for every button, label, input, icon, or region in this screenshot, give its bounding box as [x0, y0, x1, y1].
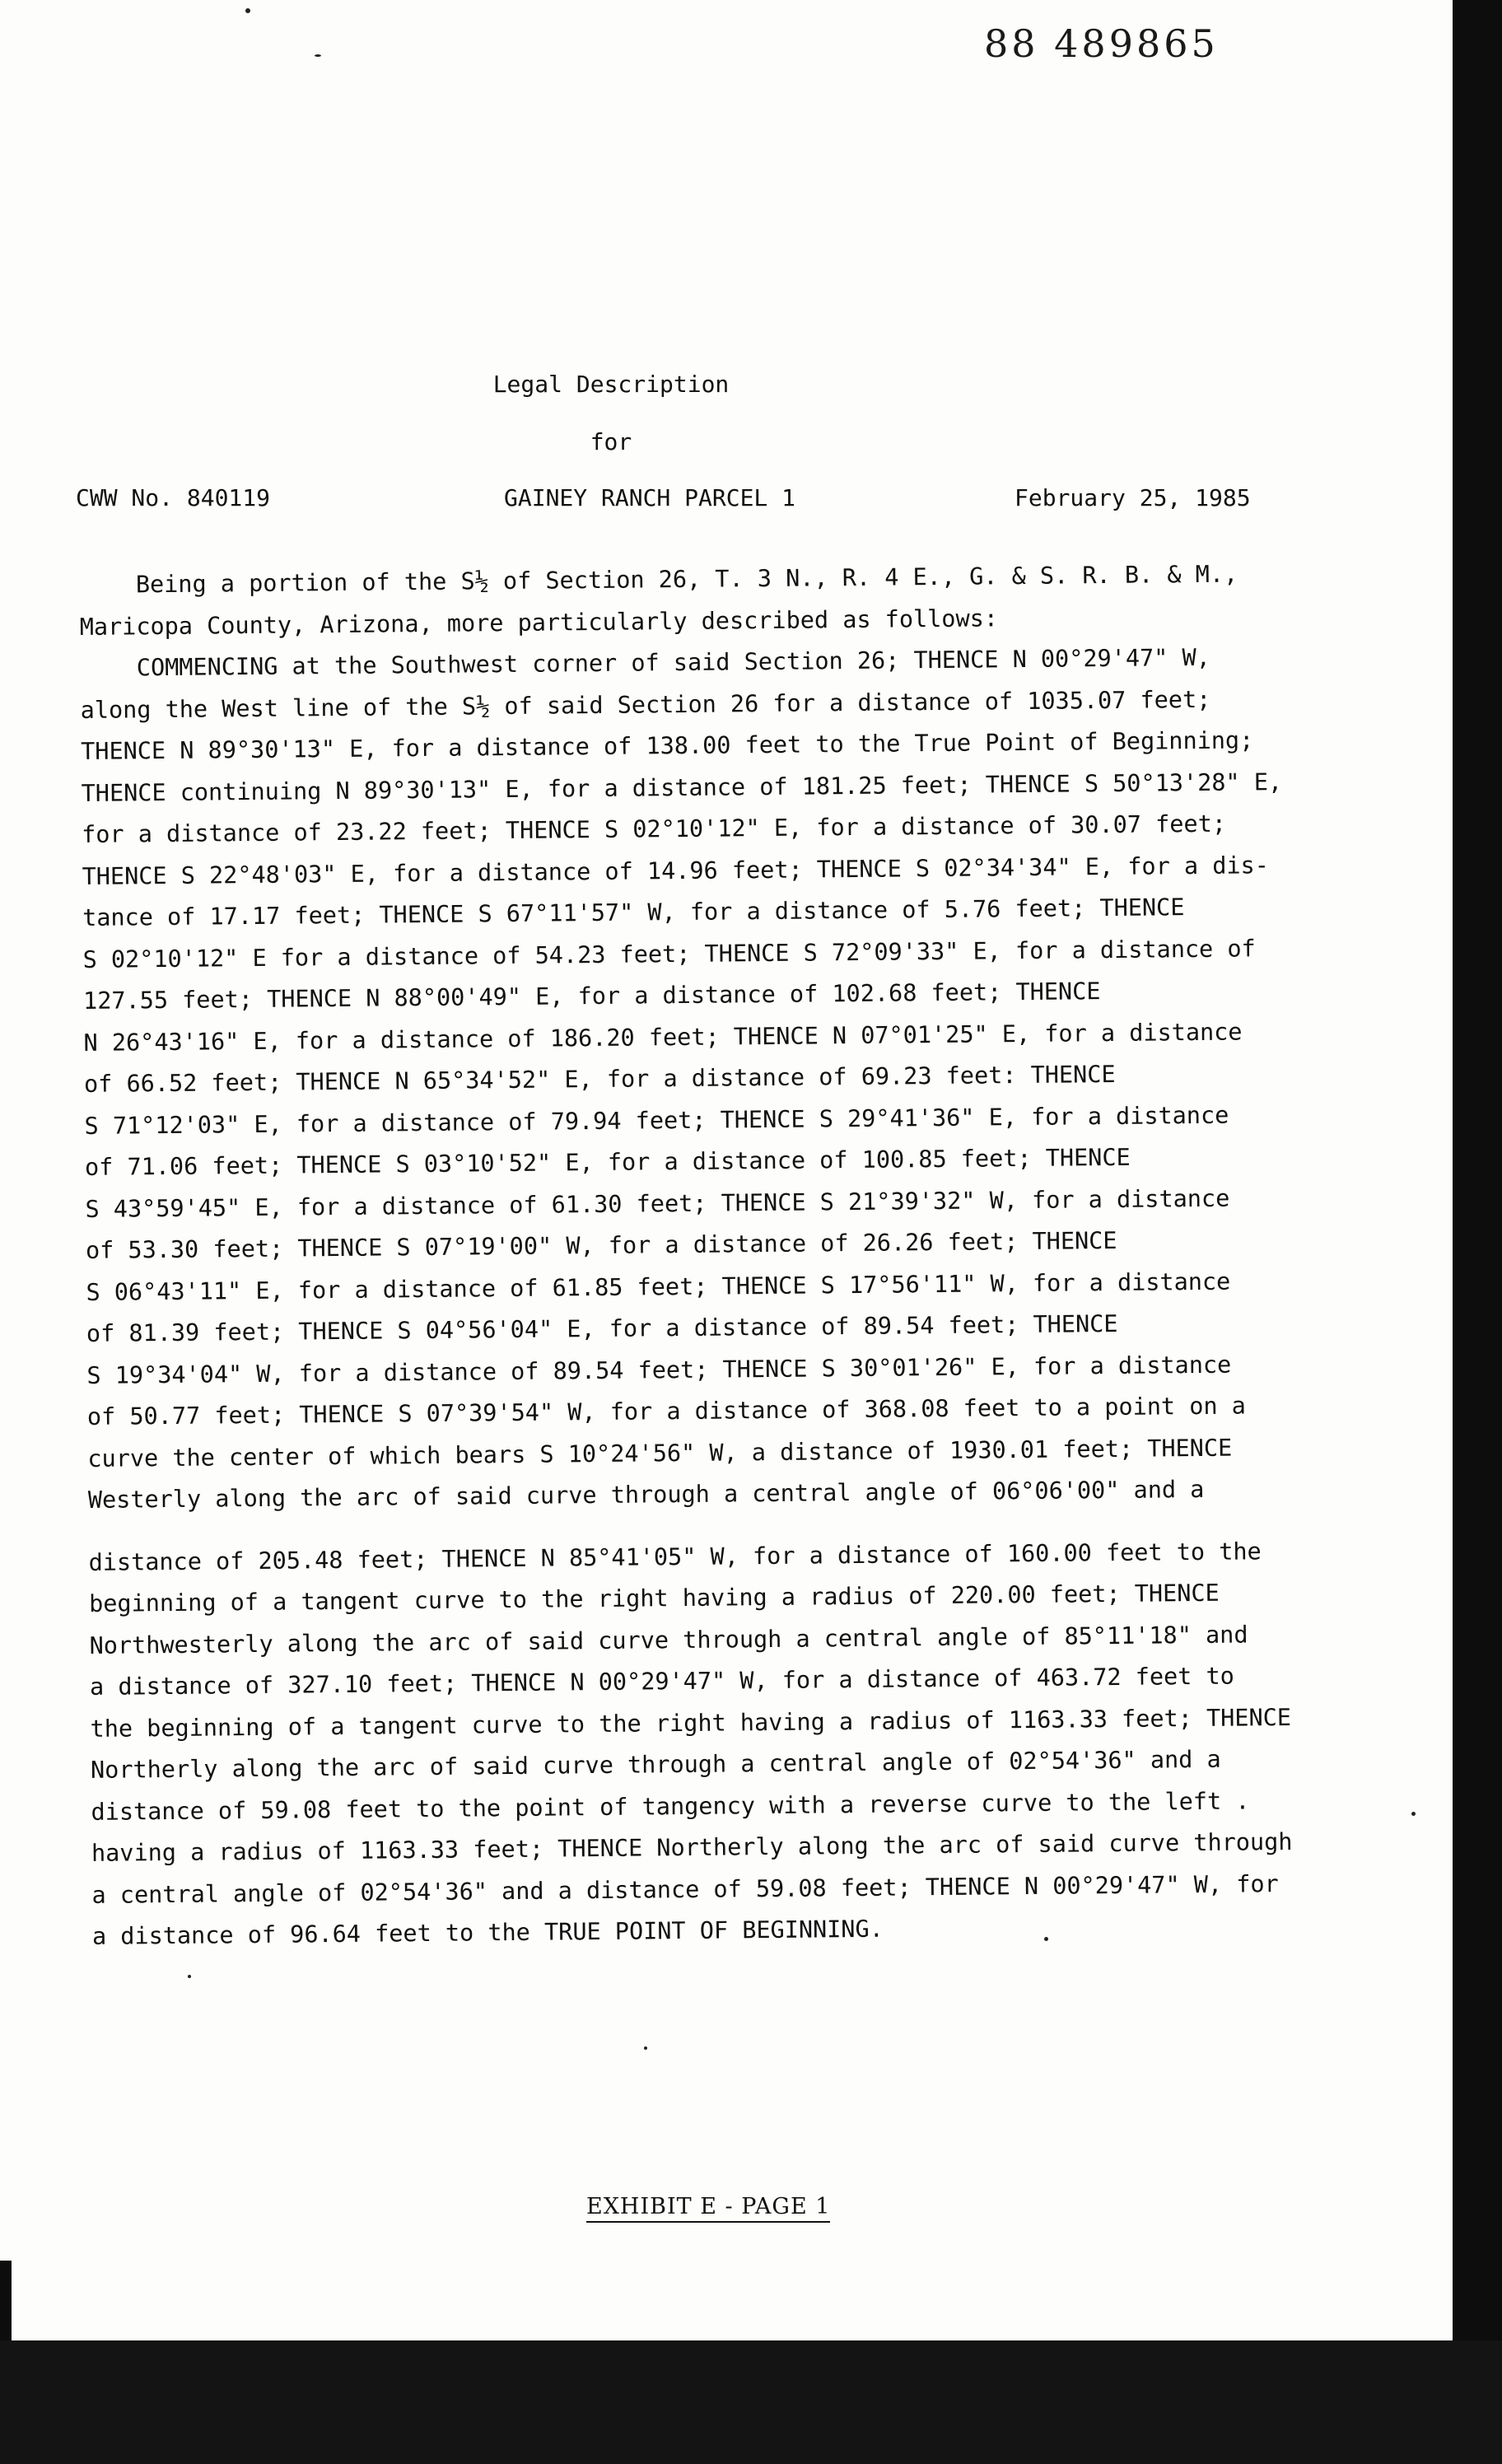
body-line: beginning of a tangent curve to the right having a radius of 220.00 feet; THENCE [88, 1579, 1220, 1617]
document-date: February 25, 1985 [1015, 484, 1251, 511]
scan-speck [1044, 1937, 1048, 1941]
scan-speck [188, 1975, 191, 1978]
parcel-name: GAINEY RANCH PARCEL 1 [504, 484, 796, 511]
scan-speck [245, 8, 250, 13]
body-line: S 19°34'04" W, for a distance of 89.54 feet; THENCE S 30°01'26" E, for a distance [86, 1351, 1232, 1389]
body-line: Northwesterly along the arc of said curve through a central angle of 85°11'18" and [89, 1620, 1248, 1659]
body-line: distance of 205.48 feet; THENCE N 85°41'05" W, for a distance of 160.00 feet to the [88, 1537, 1262, 1576]
body-line: COMMENCING at the Southwest corner of said Section 26; THENCE N 00°29'47" W, [80, 643, 1210, 682]
body-line: the beginning of a tangent curve to the right having a radius of 1163.33 feet; THENCE [90, 1703, 1292, 1743]
legal-description-body [79, 553, 1327, 1958]
body-line: of 66.52 feet; THENCE N 65°34'52" E, for a distance of 69.23 feet: THENCE [83, 1060, 1116, 1098]
body-line: THENCE S 22°48'03" E, for a distance of 14.96 feet; THENCE S 02°34'34" E, for a dis- [82, 851, 1270, 890]
body-line: S 71°12'03" E, for a distance of 79.94 feet; THENCE S 29°41'36" E, for a distance [84, 1101, 1229, 1140]
body-line: curve the center of which bears S 10°24'56" W, a distance of 1930.01 feet; THENCE [87, 1434, 1233, 1472]
scan-edge-right [1453, 0, 1502, 2464]
body-line: S 43°59'45" E, for a distance of 61.30 feet; THENCE S 21°39'32" W, for a distance [85, 1184, 1230, 1223]
scan-speck [644, 2046, 647, 2050]
body-line: distance of 59.08 feet to the point of tangency with a reverse curve to the left . [91, 1786, 1250, 1826]
document-title: Legal Description [492, 371, 730, 398]
body-line: S 06°43'11" E, for a distance of 61.85 feet; THENCE S 17°56'11" W, for a distance [86, 1267, 1231, 1306]
body-line: THENCE N 89°30'13" E, for a distance of 138.00 feet to the True Point of Beginning; [81, 726, 1254, 765]
body-line: Maricopa County, Arizona, more particularly described as follows: [79, 604, 999, 641]
body-line: N 26°43'16" E, for a distance of 186.20 feet; THENCE N 07°01'25" E, for a distance [83, 1017, 1243, 1057]
body-line: S 02°10'12" E for a distance of 54.23 feet; THENCE S 72°09'33" E, for a distance of [82, 934, 1256, 973]
body-line: of 81.39 feet; THENCE S 04°56'04" E, for a distance of 89.54 feet; THENCE [86, 1309, 1118, 1347]
body-line: for a distance of 23.22 feet; THENCE S 02°10'12" E, for a distance of 30.07 feet; [81, 810, 1227, 848]
body-line: THENCE continuing N 89°30'13" E, for a distance of 181.25 feet; THENCE S 50°13'28" E, [81, 768, 1283, 807]
body-line: of 50.77 feet; THENCE S 07°39'54" W, for a distance of 368.08 feet to a point on a [86, 1392, 1247, 1430]
body-line: a distance of 96.64 feet to the TRUE POINT OF BEGINNING. [91, 1915, 884, 1950]
body-line: along the West line of the S½ of said Section 26 for a distance of 1035.07 feet; [80, 685, 1211, 724]
body-line: Northerly along the arc of said curve through a central angle of 02°54'36" and a [90, 1745, 1221, 1784]
scan-edge-bottom [0, 2340, 1502, 2464]
scan-edge-left [0, 2261, 12, 2343]
cww-number: CWW No. 840119 [76, 484, 271, 511]
body-line: of 71.06 feet; THENCE S 03°10'52" E, for a distance of 100.85 feet; THENCE [84, 1143, 1131, 1181]
exhibit-label: EXHIBIT E - PAGE 1 [586, 2194, 830, 2223]
body-line: a distance of 327.10 feet; THENCE N 00°29'47" W, for a distance of 463.72 feet to [89, 1662, 1235, 1701]
body-line: having a radius of 1163.33 feet; THENCE Northerly along the arc of said curve through [91, 1827, 1293, 1867]
body-line: Westerly along the arc of said curve through a central angle of 06°06'00" and a [87, 1475, 1205, 1514]
body-line: a central angle of 02°54'36" and a distance of 59.08 feet; THENCE N 00°29'47" W, for [91, 1869, 1279, 1909]
scan-speck [315, 54, 321, 57]
title-for: for [590, 428, 632, 455]
body-line: tance of 17.17 feet; THENCE S 67°11'57" W, for a distance of 5.76 feet; THENCE [82, 894, 1185, 931]
body-line: 127.55 feet; THENCE N 88°00'49" E, for a distance of 102.68 feet; THENCE [82, 978, 1101, 1015]
body-line: of 53.30 feet; THENCE S 07°19'00" W, for a distance of 26.26 feet; THENCE [85, 1226, 1117, 1264]
body-line: Being a portion of the S½ of Section 26, T. 3 N., R. 4 E., G. & S. R. B. & M., [79, 560, 1238, 599]
document-number: 88 489865 [984, 21, 1219, 66]
scan-speck [1411, 1812, 1416, 1816]
